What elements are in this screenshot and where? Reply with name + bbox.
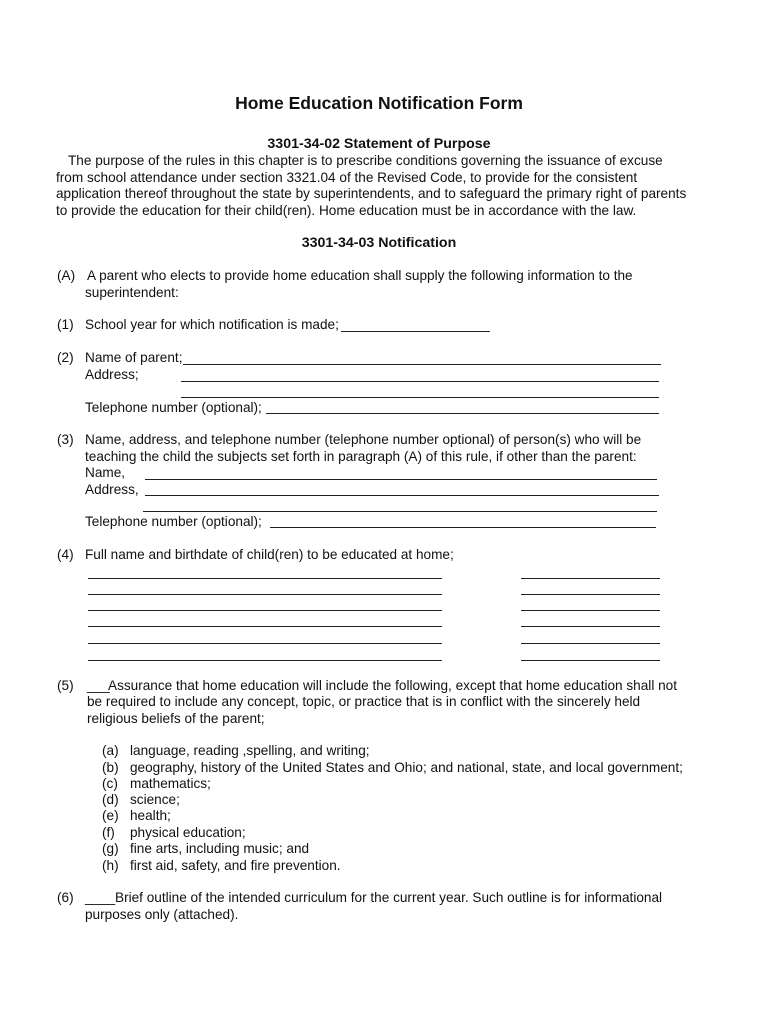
subject-letter: (e) — [102, 808, 119, 823]
curriculum-line: Brief outline of the intended curriculum for the current year. Such outline is for informational — [115, 890, 663, 905]
subject-text: health; — [130, 808, 171, 823]
child-birthdate-field[interactable] — [521, 594, 660, 595]
subject-text: mathematics; — [130, 776, 211, 791]
curriculum-checkbox-blank[interactable]: ____ — [85, 890, 116, 905]
purpose-paragraph — [56, 153, 716, 219]
notification-heading: 3301-34-03 Notification — [301, 235, 457, 251]
purpose-line: The purpose of the rules in this chapter is to prescribe conditions governing the issuance of excuse — [68, 153, 663, 168]
teacher-address-field-2[interactable] — [143, 511, 657, 512]
teacher-name-label: Name, — [85, 465, 126, 480]
child-name-field[interactable] — [88, 594, 442, 595]
subject-text: fine arts, including music; and — [130, 841, 310, 856]
item-1-marker: (1) — [57, 317, 74, 332]
teacher-address-label: Address, — [85, 482, 139, 497]
parent-phone-label: Telephone number (optional); — [85, 400, 262, 415]
subject-letter: (h) — [102, 858, 119, 873]
item-6-marker: (6) — [57, 890, 74, 905]
form-title: Home Education Notification Form — [235, 93, 523, 113]
child-birthdate-field[interactable] — [521, 660, 660, 661]
teacher-name-field[interactable] — [145, 479, 657, 480]
children-label: Full name and birthdate of child(ren) to be educated at home; — [85, 547, 454, 562]
child-birthdate-field[interactable] — [521, 626, 660, 627]
subject-text: geography, history of the United States and Ohio; and national, state, and local government; — [130, 760, 683, 775]
child-name-field[interactable] — [88, 578, 442, 579]
assurance-checkbox-blank[interactable]: ___ — [87, 678, 110, 693]
purpose-line: application thereof throughout the state by superintendents, and to safeguard the primary right of parents — [56, 186, 687, 202]
purpose-heading: 3301-34-02 Statement of Purpose — [267, 136, 491, 152]
assurance-line: Assurance that home education will include the following, except that home education shall not — [108, 678, 678, 693]
subject-letter: (f) — [102, 825, 115, 840]
child-name-field[interactable] — [88, 626, 442, 627]
parent-phone-field[interactable] — [266, 413, 659, 414]
subject-text: first aid, safety, and fire prevention. — [130, 858, 341, 873]
school-year-label: School year for which notification is made; — [85, 317, 339, 332]
assurance-line: religious beliefs of the parent; — [87, 711, 265, 726]
item-3-marker: (3) — [57, 432, 74, 447]
section-a-marker: (A) — [57, 268, 76, 283]
teacher-phone-label: Telephone number (optional); — [85, 514, 262, 529]
parent-name-field[interactable] — [183, 364, 661, 365]
child-birthdate-field[interactable] — [521, 610, 660, 611]
subject-letter: (c) — [102, 776, 118, 791]
subject-text: physical education; — [130, 825, 246, 840]
child-birthdate-field[interactable] — [521, 578, 660, 579]
item-4-marker: (4) — [57, 547, 74, 562]
item-2-marker: (2) — [57, 350, 74, 365]
child-birthdate-field[interactable] — [521, 643, 660, 644]
item-5-marker: (5) — [57, 678, 74, 693]
subject-letter: (a) — [102, 743, 119, 758]
purpose-line: from school attendance under section 3321.04 of the Revised Code, to provide for the consistent — [56, 169, 638, 185]
parent-address-field-2[interactable] — [181, 397, 659, 398]
child-name-field[interactable] — [88, 610, 442, 611]
child-name-field[interactable] — [88, 643, 442, 644]
teacher-info-line: teaching the child the subjects set forth in paragraph (A) of this rule, if other than the parent: — [85, 449, 637, 464]
teacher-address-field[interactable] — [145, 495, 659, 496]
subject-letter: (d) — [102, 792, 119, 807]
parent-address-label: Address; — [85, 367, 139, 382]
parent-name-label: Name of parent; — [85, 350, 183, 365]
subject-text: science; — [130, 792, 180, 807]
subject-letter: (g) — [102, 841, 119, 856]
teacher-phone-field[interactable] — [270, 527, 656, 528]
curriculum-line: purposes only (attached). — [85, 907, 239, 922]
section-a-line: superintendent: — [85, 285, 179, 300]
purpose-line: to provide the education for their child(ren). Home education must be in accordance with the law. — [56, 202, 637, 218]
school-year-field[interactable] — [341, 331, 490, 332]
subject-letter: (b) — [102, 760, 119, 775]
section-a-line: A parent who elects to provide home education shall supply the following information to the — [87, 268, 633, 283]
assurance-line: be required to include any concept, topic, or practice that is in conflict with the sincerely held — [87, 694, 641, 709]
parent-address-field[interactable] — [181, 381, 659, 382]
child-name-field[interactable] — [88, 660, 442, 661]
teacher-info-line: Name, address, and telephone number (telephone number optional) of person(s) who will be — [85, 432, 642, 447]
subject-text: language, reading ,spelling, and writing; — [130, 743, 370, 758]
